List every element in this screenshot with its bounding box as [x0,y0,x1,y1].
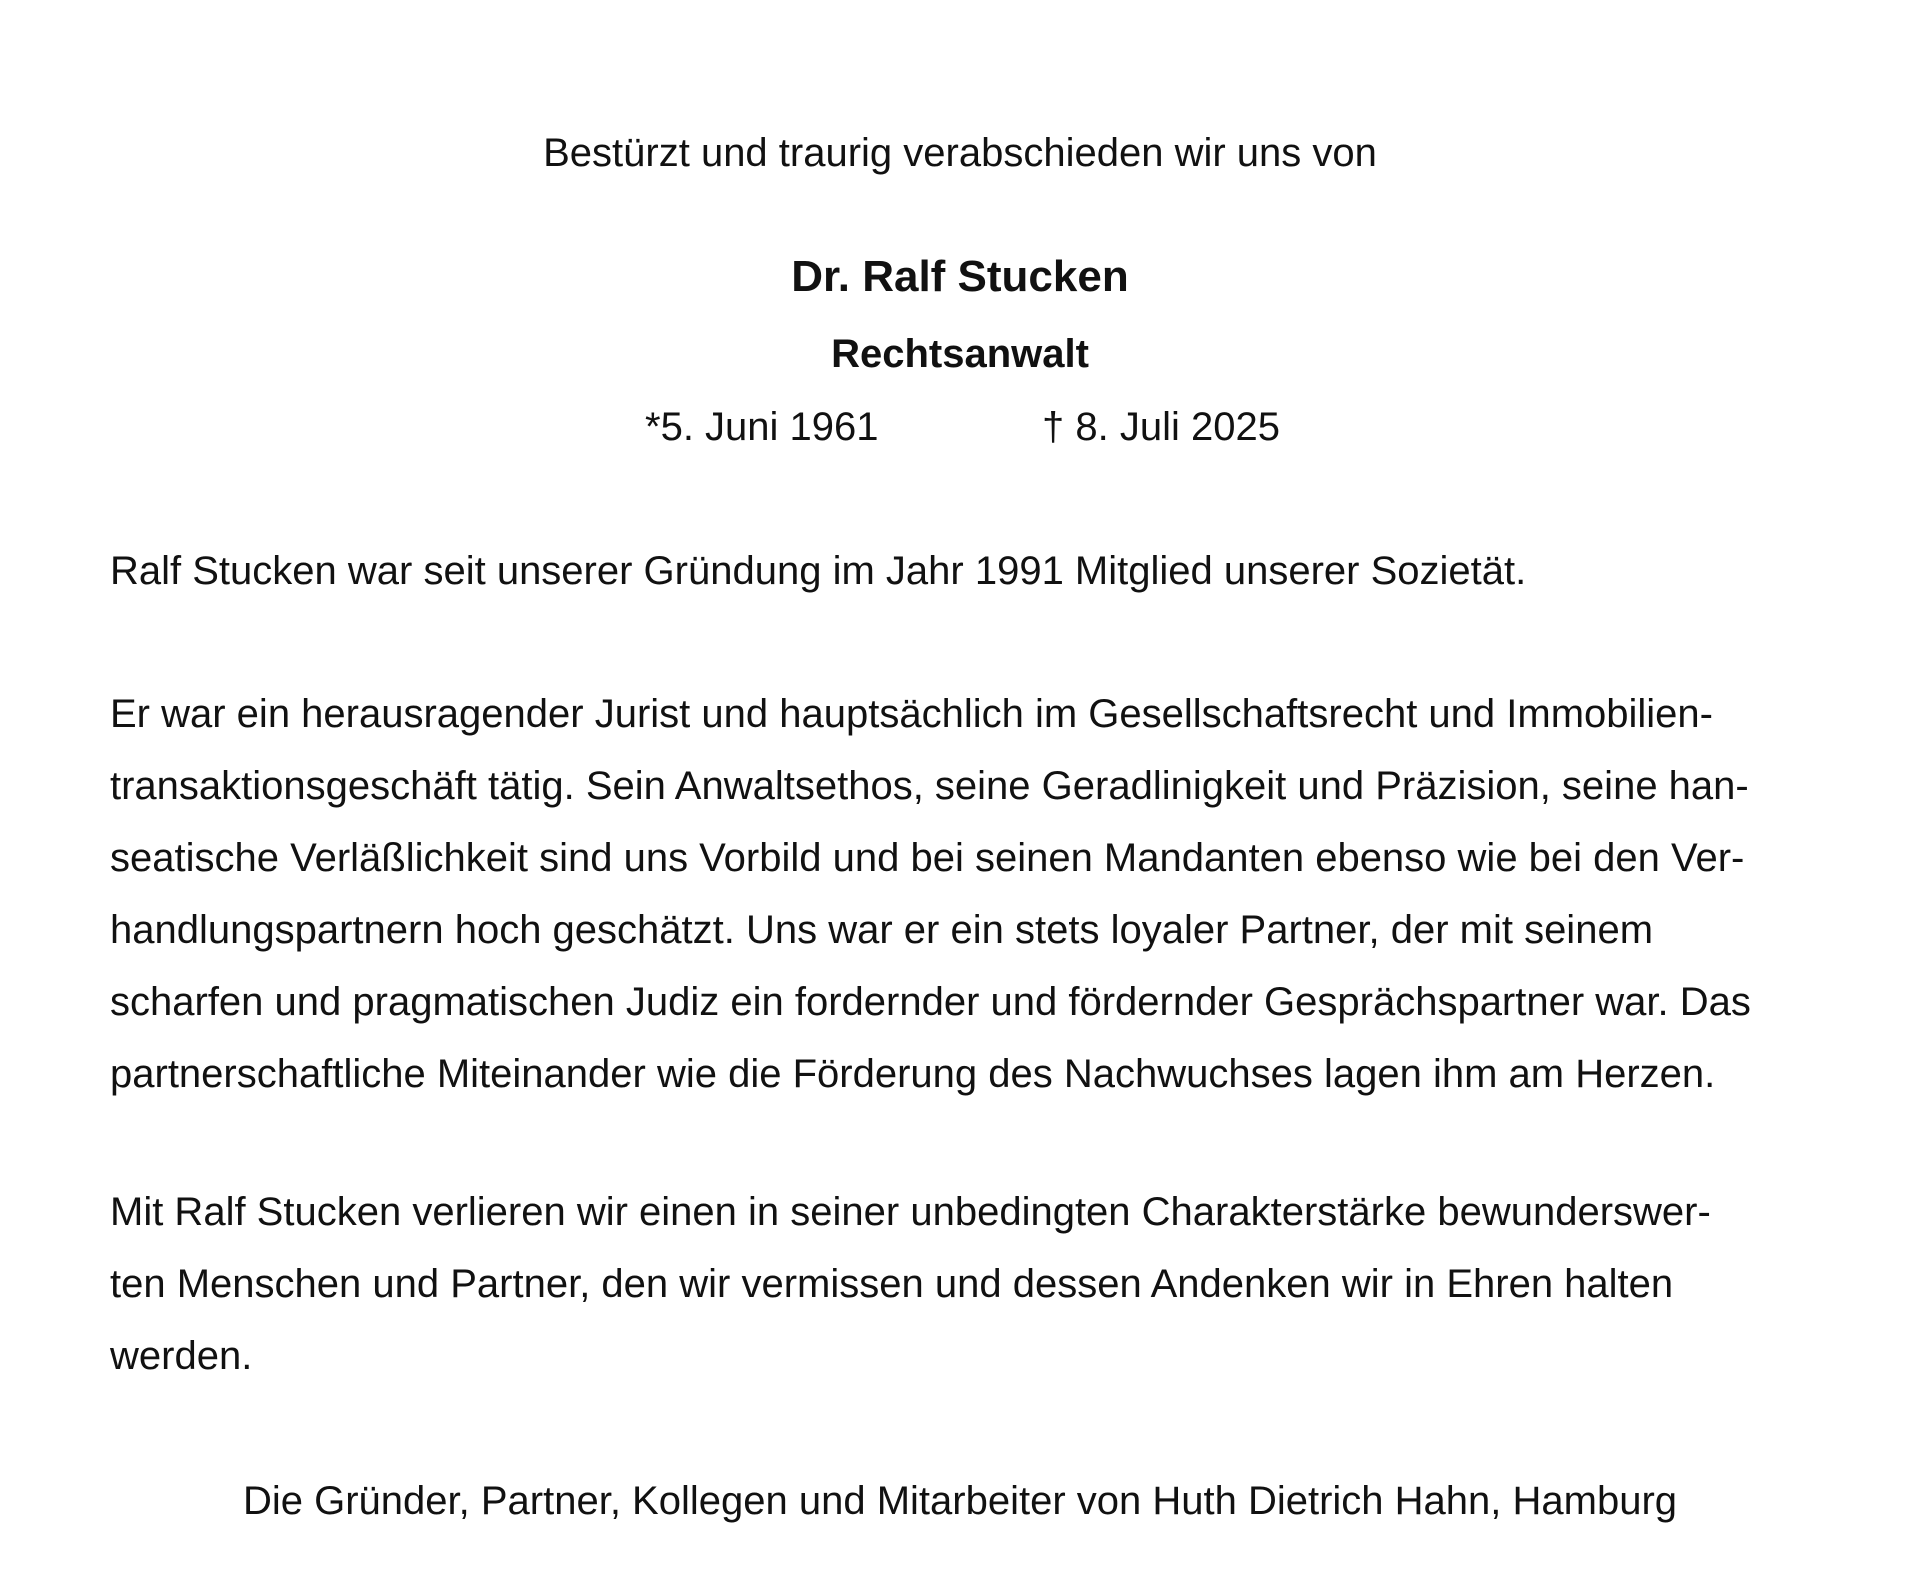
text-line: Mit Ralf Stucken verlieren wir einen in seiner unbedingten Charakterstärke bewunderswer- [110,1190,1711,1234]
text-line: Er war ein herausragender Jurist und hauptsächlich im Gesellschaftsrecht und Immobilien- [110,692,1713,736]
paragraph-tribute [110,678,1830,1110]
text-line: seatische Verläßlichkeit sind uns Vorbild und bei seinen Mandanten ebenso wie bei den Ver- [110,836,1745,880]
intro-line: Bestürzt und traurig verabschieden wir uns von [543,131,1377,175]
text-line: transaktionsgeschäft tätig. Sein Anwaltsethos, seine Geradlinigkeit und Präzision, seine han- [110,764,1749,808]
birth-date: *5. Juni 1961 [645,405,879,449]
text-line: partnerschaftliche Miteinander wie die Förderung des Nachwuchses lagen ihm am Herzen. [110,1052,1716,1096]
text-line: scharfen und pragmatischen Judiz ein fordernder und fördernder Gesprächspartner war. Das [110,980,1751,1024]
signature-line: Die Gründer, Partner, Kollegen und Mitarbeiter von Huth Dietrich Hahn, Hamburg [242,1479,1678,1523]
life-dates [0,400,1920,454]
text-line: handlungspartnern hoch geschätzt. Uns war er ein stets loyaler Partner, der mit seinem [110,908,1654,952]
text-line: werden. [110,1334,253,1378]
death-date: † 8. Juli 2025 [1042,405,1280,449]
paragraph-farewell [110,1176,1830,1392]
deceased-name: Dr. Ralf Stucken [791,252,1129,301]
text-line: Ralf Stucken war seit unserer Gründung im Jahr 1991 Mitglied unserer Sozietät. [110,549,1527,593]
profession: Rechtsanwalt [831,332,1089,376]
text-line: ten Menschen und Partner, den wir vermissen und dessen Andenken wir in Ehren halten [110,1262,1674,1306]
paragraph-membership [110,535,1830,607]
